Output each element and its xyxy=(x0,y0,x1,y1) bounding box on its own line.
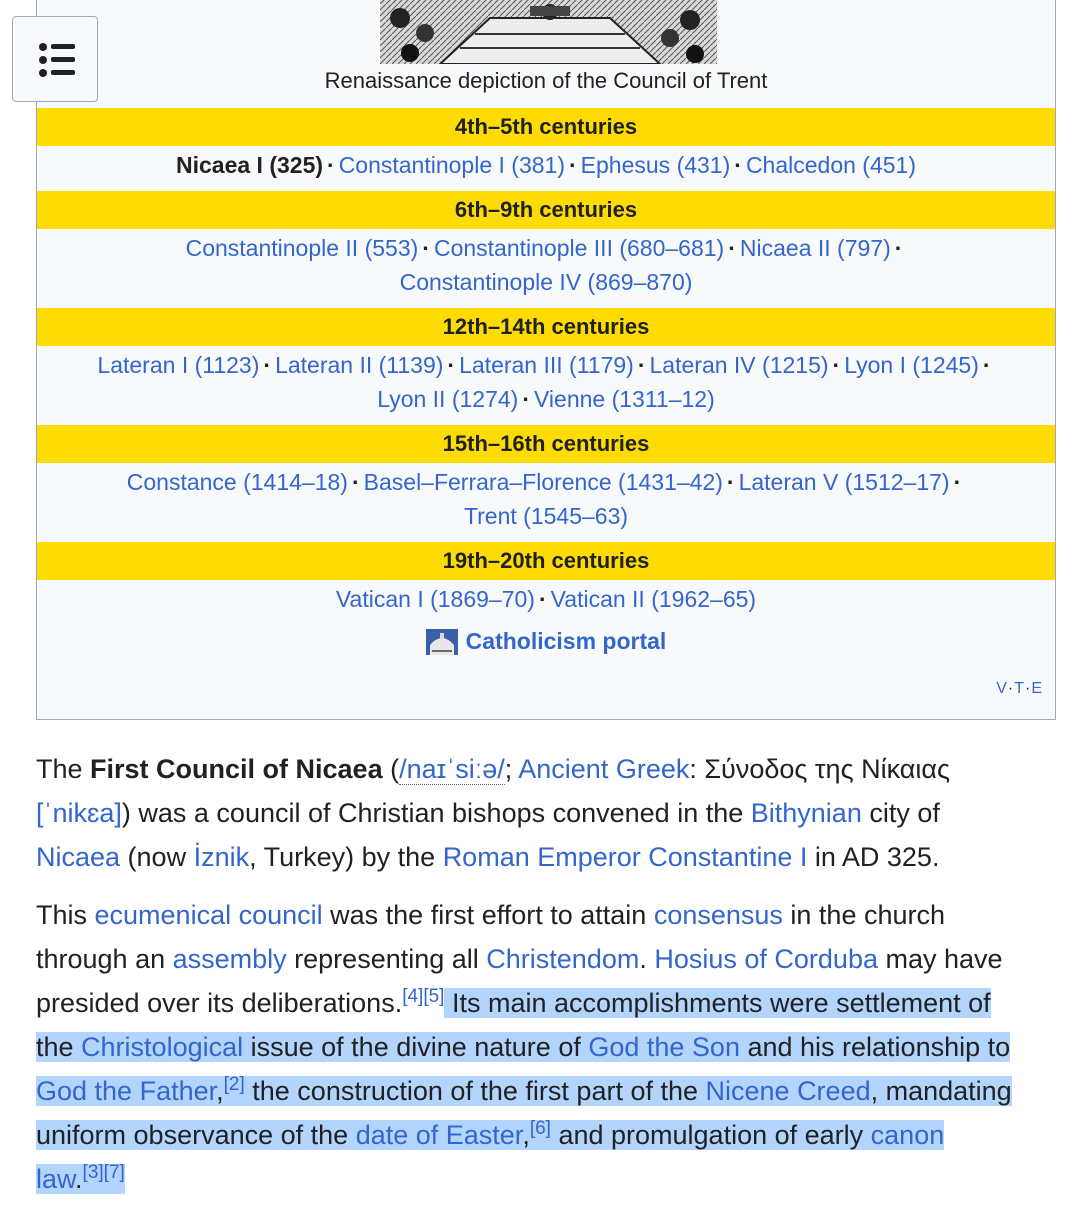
group-list: Nicaea I (325) · Constantinople I (381) · Ephesus (431) · Chalcedon (451) xyxy=(37,146,1055,184)
ecumenical-council-link[interactable]: ecumenical council xyxy=(94,900,323,930)
group-heading: 12th–14th centuries xyxy=(37,308,1055,346)
ancient-greek-link[interactable]: Ancient Greek xyxy=(518,754,690,784)
christological-link[interactable]: Christological xyxy=(81,1032,244,1062)
hosius-link[interactable]: Hosius of Corduba xyxy=(654,944,878,974)
iznik-link[interactable]: İznik xyxy=(193,842,250,872)
list-icon xyxy=(13,17,99,103)
list-item-current: Nicaea I (325) xyxy=(175,152,324,178)
canon-law-link[interactable]: canon xyxy=(870,1120,945,1150)
list-item-link[interactable]: Constantinople II (553) xyxy=(185,235,419,261)
group-list: Vatican I (1869–70) · Vatican II (1962–65) xyxy=(37,580,1055,618)
list-item-link[interactable]: Lateran IV (1215) xyxy=(649,352,829,378)
list-item-link[interactable]: Lyon II (1274) xyxy=(377,386,519,412)
roman-emperor-link[interactable]: Roman Emperor Constantine I xyxy=(442,842,808,872)
group-heading: 15th–16th centuries xyxy=(37,425,1055,463)
list-item-link[interactable]: Lateran V (1512–17) xyxy=(738,469,950,495)
canon-law-link[interactable]: law xyxy=(36,1164,76,1194)
ipa-pronunciation-link[interactable]: /naɪˈsiːə/ xyxy=(399,754,505,784)
selected-text: Its main accomplishments were settlement of the Christological issue of the divine nature of God the Son and his relationship to God the Father,[2] the construction of the first part of the Nicene Creed, mandating uniform observance of the date of Easter,[6] and promulgation of early canon law.[3][7] xyxy=(36,988,1012,1194)
intro-paragraph-2: This ecumenical council was the first effort to attain consensus in the church through an assembly representing all Christendom. Hosius of Corduba may have presided over its deliberations.[4][5] Its main accomplishments were settlement of the Christological issue of the divine nature of God the Son and his relationship to God the Father,[2] the construction of the first part of the Nicene Creed, mandating uniform observance of the date of Easter,[6] and promulgation of early canon law.[3][7] xyxy=(36,900,1012,1194)
portal-link[interactable]: Catholicism portal xyxy=(465,628,667,654)
view-template-link[interactable]: V xyxy=(996,680,1008,697)
group-list: Constantinople II (553) · Constantinople III (680–681) · Nicaea II (797) · Constantinople IV (869–870) xyxy=(37,229,1055,301)
list-item-link[interactable]: Lateran III (1179) xyxy=(459,352,634,378)
date-of-easter-link[interactable]: date of Easter xyxy=(355,1120,523,1150)
group-heading: 19th–20th centuries xyxy=(37,542,1055,580)
god-the-son-link[interactable]: God the Son xyxy=(588,1032,740,1062)
group-heading: 6th–9th centuries xyxy=(37,191,1055,229)
group-list: Lateran I (1123) · Lateran II (1139) · Lateran III (1179) · Lateran IV (1215) · Lyon I (1245) · Lyon II (1274) · Vienne (1311–12) xyxy=(37,346,1055,418)
list-item-link[interactable]: Lyon I (1245) xyxy=(844,352,979,378)
list-item-link[interactable]: Vienne (1311–12) xyxy=(534,386,715,412)
citation-4-5[interactable]: [4][5] xyxy=(402,986,445,1007)
portal-icon[interactable] xyxy=(426,629,458,655)
list-item-link[interactable]: Constantinople IV (869–870) xyxy=(399,269,693,295)
list-item-link[interactable]: Constantinople III (680–681) xyxy=(433,235,725,261)
list-item-link[interactable]: Nicaea II (797) xyxy=(739,235,891,261)
vte-links: V·T·E xyxy=(996,680,1043,697)
citation-3-7[interactable]: [3][7] xyxy=(82,1162,125,1183)
ipa-greek-link[interactable]: [ˈnikɛa] xyxy=(36,798,122,828)
list-item-link[interactable]: Lateran I (1123) xyxy=(97,352,260,378)
list-item-link[interactable]: Chalcedon (451) xyxy=(745,152,916,178)
list-item-link[interactable]: Vatican II (1962–65) xyxy=(550,586,757,612)
council-of-trent-image[interactable] xyxy=(380,0,717,64)
list-item-link[interactable]: Trent (1545–63) xyxy=(463,503,629,529)
bithynian-link[interactable]: Bithynian xyxy=(750,798,862,828)
navbox-group-19th-20th xyxy=(37,542,1055,618)
article-subject: First Council of Nicaea xyxy=(90,754,383,784)
citation-2[interactable]: [2] xyxy=(223,1074,245,1095)
intro-paragraph-1: The First Council of Nicaea (/naɪˈsiːə/; Ancient Greek: Σύνοδος της Νίκαιας [ˈnikɛa]) was a council of Christian bishops convened in the Bithynian city of Nicaea (now İznik, Turkey) by the Roman Emperor Constantine I in AD 325. xyxy=(36,754,950,872)
list-item-link[interactable]: Ephesus (431) xyxy=(580,152,731,178)
table-of-contents-button[interactable] xyxy=(12,16,98,102)
navbox-group-15th-16th xyxy=(37,425,1055,535)
list-item-link[interactable]: Vatican I (1869–70) xyxy=(335,586,535,612)
list-item-link[interactable]: Constance (1414–18) xyxy=(126,469,348,495)
list-item-link[interactable]: Basel–Ferrara–Florence (1431–42) xyxy=(363,469,723,495)
navbox-group-6th-9th xyxy=(37,191,1055,301)
group-list: Constance (1414–18) · Basel–Ferrara–Florence (1431–42) · Lateran V (1512–17) · Trent (1545–63) xyxy=(37,463,1055,535)
image-caption: Renaissance depiction of the Council of Trent xyxy=(324,68,768,93)
talk-template-link[interactable]: T xyxy=(1014,680,1025,697)
consensus-link[interactable]: consensus xyxy=(653,900,783,930)
god-the-father-link[interactable]: God the Father xyxy=(36,1076,217,1106)
nicene-creed-link[interactable]: Nicene Creed xyxy=(705,1076,871,1106)
citation-6[interactable]: [6] xyxy=(529,1118,551,1139)
list-item-link[interactable]: Lateran II (1139) xyxy=(275,352,444,378)
councils-navbox xyxy=(36,0,1056,720)
navbox-group-4th-5th xyxy=(37,108,1055,184)
christendom-link[interactable]: Christendom xyxy=(486,944,640,974)
catholicism-portal xyxy=(37,628,1055,655)
nicaea-link[interactable]: Nicaea xyxy=(36,842,121,872)
group-heading: 4th–5th centuries xyxy=(37,108,1055,146)
edit-template-link[interactable]: E xyxy=(1031,680,1043,697)
assembly-link[interactable]: assembly xyxy=(172,944,287,974)
navbox-group-12th-14th xyxy=(37,308,1055,418)
list-item-link[interactable]: Constantinople I (381) xyxy=(338,152,565,178)
